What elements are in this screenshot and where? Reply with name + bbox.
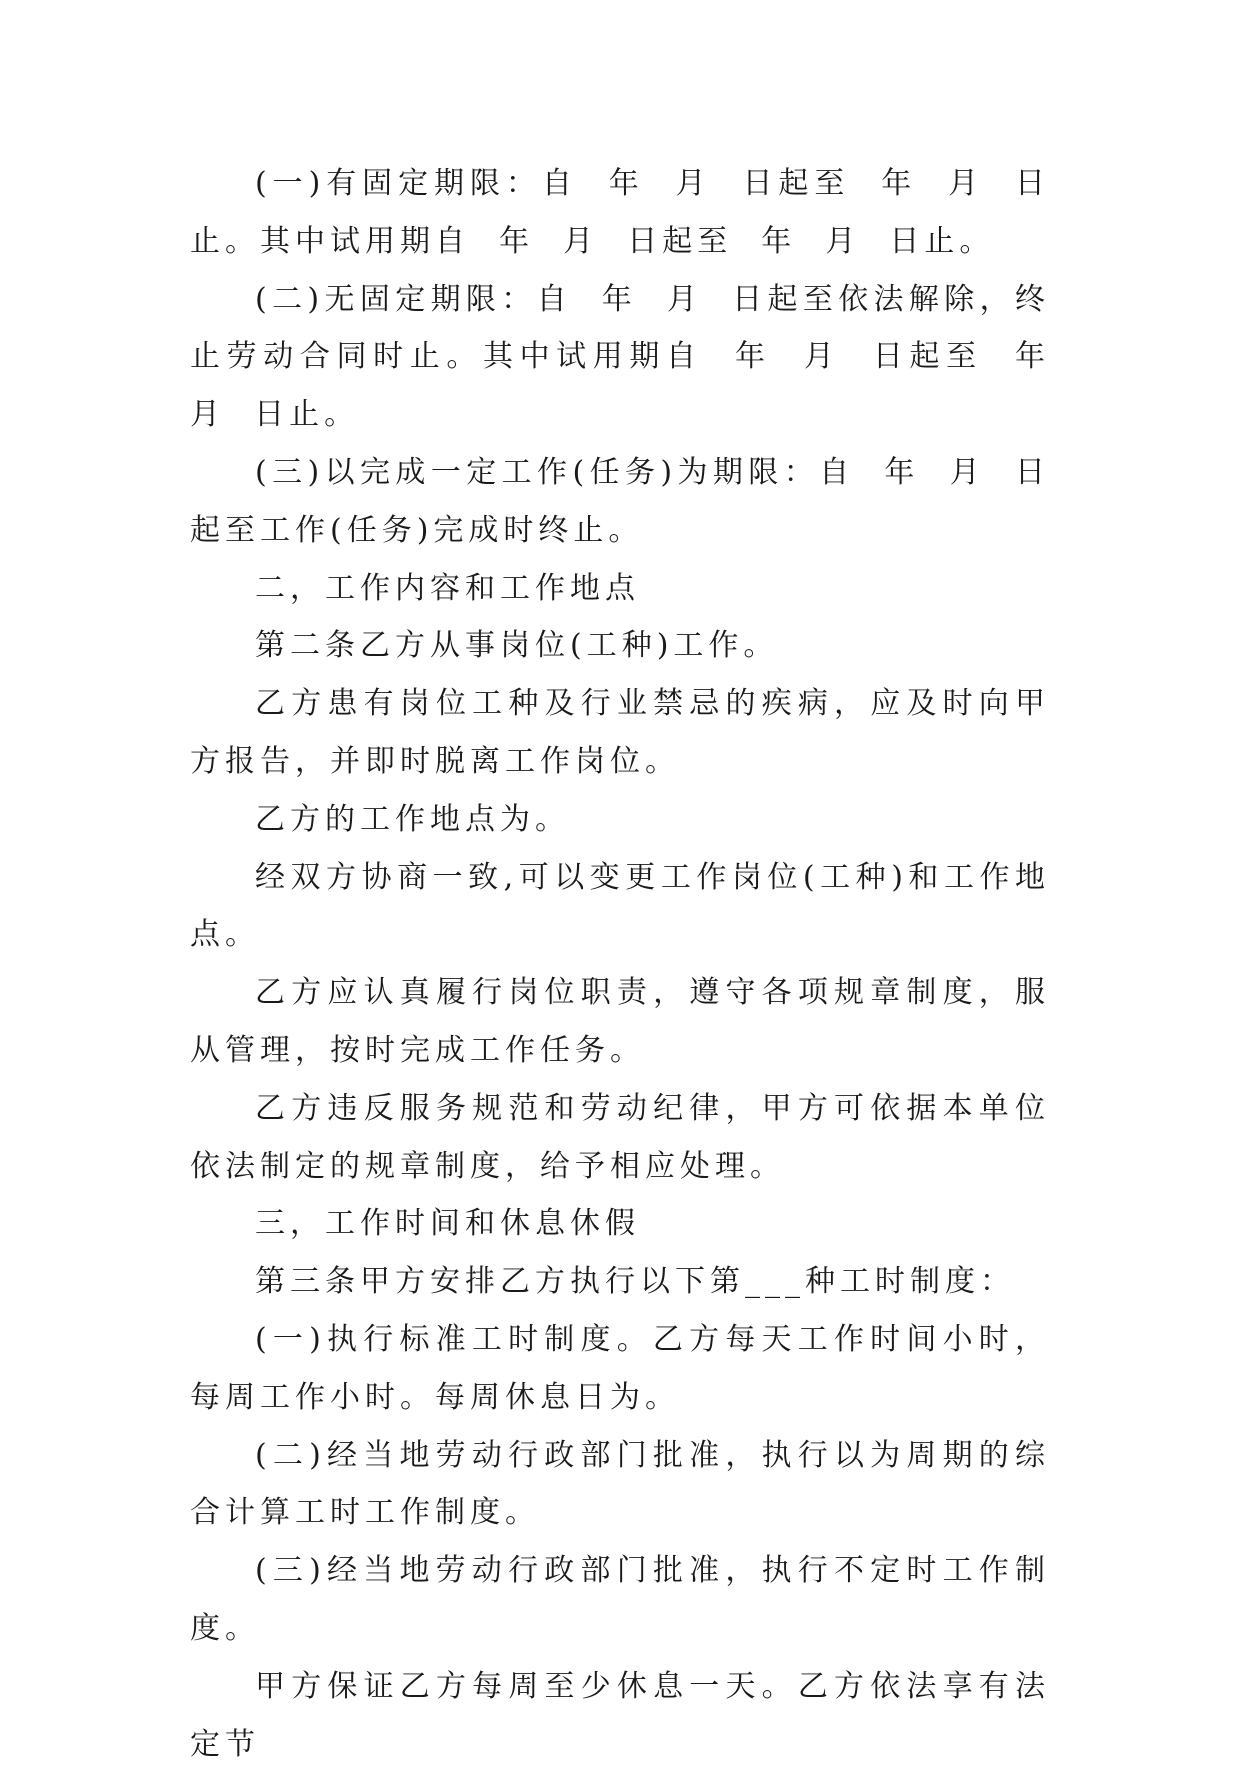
- section-heading-work-hours: 三，工作时间和休息休假: [255, 1206, 640, 1242]
- section-heading-work-content: 二，工作内容和工作地点: [255, 570, 640, 606]
- paragraph-article-3: 第三条甲方安排乙方执行以下第___种工时制度：: [255, 1264, 1015, 1300]
- document-body: [190, 155, 1080, 1773]
- paragraph-rest-days: 甲方保证乙方每周至少休息一天。乙方依法享有法定节: [190, 1668, 1050, 1762]
- paragraph-change-position: 经双方协商一致,可以变更工作岗位(工种)和工作地点。: [190, 859, 1050, 953]
- paragraph-open-term: (二)无固定期限：自 年 月 日起至依法解除，终止劳动合同时止。其中试用期自 年 月 日起至 年 月 日止。: [190, 281, 1080, 433]
- paragraph-comprehensive-hours: (二)经当地劳动行政部门批准，执行以为周期的综合计算工时工作制度。: [190, 1437, 1050, 1531]
- paragraph-task-term: (三)以完成一定工作(任务)为期限：自 年 月 日起至工作(任务)完成时终止。: [190, 454, 1050, 548]
- paragraph-flexible-hours: (三)经当地劳动行政部门批准，执行不定时工作制度。: [190, 1553, 1050, 1646]
- paragraph-standard-hours: (一)执行标准工时制度。乙方每天工作时间小时，每周工作小时。每周休息日为。: [190, 1321, 1050, 1415]
- paragraph-duties: 乙方应认真履行岗位职责，遵守各项规章制度，服从管理，按时完成工作任务。: [190, 975, 1050, 1068]
- paragraph-article-2: 第二条乙方从事岗位(工种)工作。: [255, 628, 779, 664]
- paragraph-disease-report: 乙方患有岗位工种及行业禁忌的疾病，应及时向甲方报告，并即时脱离工作岗位。: [190, 686, 1050, 779]
- paragraph-work-location: 乙方的工作地点为。: [255, 801, 570, 837]
- paragraph-violations: 乙方违反服务规范和劳动纪律，甲方可依据本单位依法制定的规章制度，给予相应处理。: [190, 1090, 1050, 1184]
- paragraph-fixed-term: (一)有固定期限：自 年 月 日起至 年 月 日止。其中试用期自 年 月 日起至 年 月 日止。: [190, 166, 1050, 259]
